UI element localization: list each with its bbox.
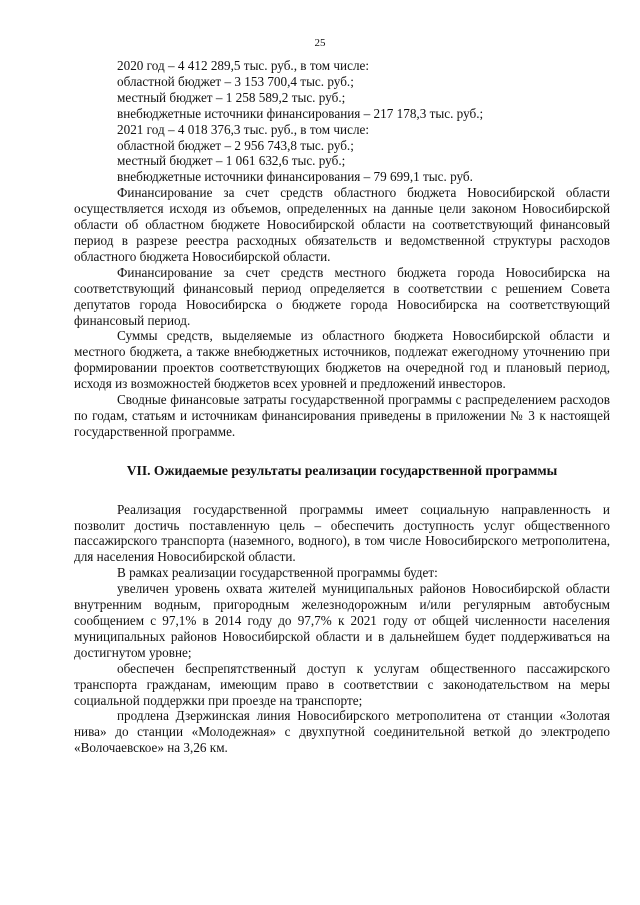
- paragraph-social-orientation: Реализация государственной программы имеет социальную направленность и позволит достичь поставленную цель – обеспечить доступность услуг общественного пассажирского транспорта (наземного, водного), в том числе Новосибирского метрополитена, для населения Новосибирской области.: [74, 501, 610, 565]
- paragraph-budget-adjustment: Суммы средств, выделяемые из областного бюджета Новосибирской области и местного бюджета, а также внебюджетных источников, подлежат ежегодному уточнению при формировании проектов соответствующих бюджетов на очередной год и плановый период, исходя из возможностей бюджетов всех уровней и предложений инвесторов.: [74, 328, 610, 392]
- financing-line: 2021 год – 4 018 376,3 тыс. руб., в том числе:: [117, 121, 370, 137]
- paragraph-local-budget: Финансирование за счет средств местного бюджета города Новосибирска на соответствующий финансовый период определяется в соответствии с решением Совета депутатов города Новосибирска о бюджете города Новосибирска на соответствующий финансовый период.: [74, 264, 610, 328]
- paragraph-summary-costs: Сводные финансовые затраты государственной программы с распределением расходов по годам, статьям и источникам финансирования приведены в приложении № 3 к настоящей государственной программе.: [74, 392, 610, 439]
- page-number: 25: [314, 37, 326, 49]
- list-item-metro: продлена Дзержинская линия Новосибирского метрополитена от станции «Золотая нива» до станции «Молодежная» с двухпутной соединительной веткой до электродепо «Волочаевское» на 3,26 км.: [74, 708, 610, 756]
- document-body: [74, 58, 610, 756]
- list-item-access: обеспечен беспрепятственный доступ к услугам общественного пассажирского транспорта гражданам, имеющим право в соответствии с законодательством на меры социальной поддержки при проезде на транспорте;: [74, 660, 610, 708]
- section-heading: VII. Ожидаемые результаты реализации государственной программы: [126, 462, 558, 478]
- paragraph-program-will: В рамках реализации государственной программы будет:: [117, 565, 438, 581]
- financing-line: внебюджетные источники финансирования – 217 178,3 тыс. руб.;: [117, 105, 484, 121]
- financing-line: внебюджетные источники финансирования – 79 699,1 тыс. руб.: [117, 169, 473, 185]
- financing-line: местный бюджет – 1 061 632,6 тыс. руб.;: [117, 153, 346, 169]
- financing-line: местный бюджет – 1 258 589,2 тыс. руб.;: [117, 89, 346, 105]
- financing-line: областной бюджет – 2 956 743,8 тыс. руб.;: [117, 137, 354, 153]
- financing-line: областной бюджет – 3 153 700,4 тыс. руб.;: [117, 73, 354, 89]
- paragraph-regional-budget: Финансирование за счет средств областного бюджета Новосибирской области осуществляется исходя из объемов, определенных на данные цели законом Новосибирской области об областном бюджете Новосибирской области на соответствующий финансовый период в разрезе реестра расходных обязательств и ведомственной структуры расходов областного бюджета Новосибирской области.: [74, 185, 610, 264]
- list-item-coverage: увеличен уровень охвата жителей муниципальных районов Новосибирской области внутренним водным, пригородным железнодорожным и/или регулярным автобусным сообщением с 97,1% в 2014 году до 97,7% к 2021 году от общей численности населения муниципальных районов Новосибирской области и в дальнейшем будет поддерживаться на достигнутом уровне;: [74, 581, 610, 660]
- financing-line: 2020 год – 4 412 289,5 тыс. руб., в том числе:: [117, 58, 370, 73]
